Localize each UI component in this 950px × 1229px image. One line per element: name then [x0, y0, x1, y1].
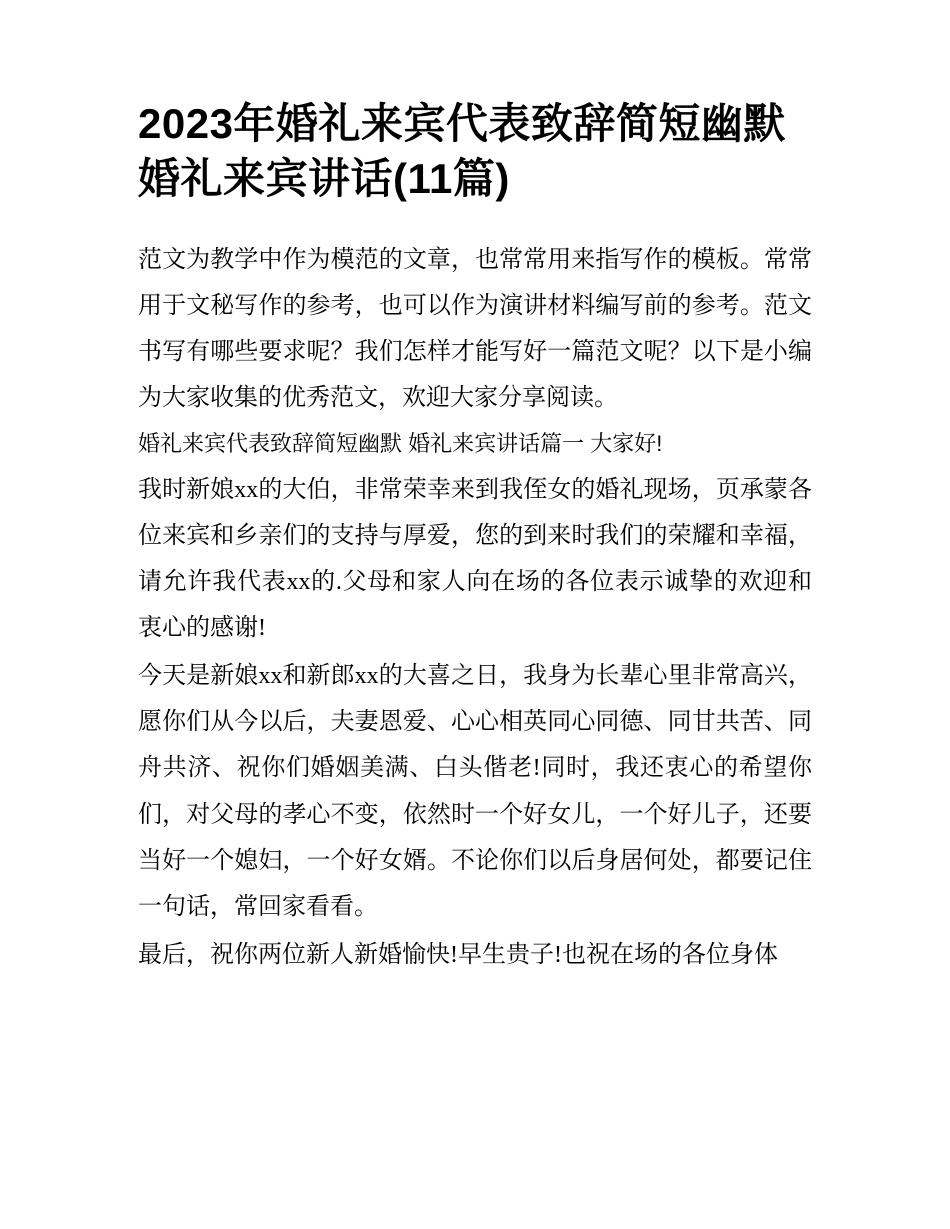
paragraph-body-1: 我时新娘xx的大伯，非常荣幸来到我侄女的婚礼现场，页承蒙各位来宾和乡亲们的支持与厚爱，您的到来时我们的荣耀和幸福，请允许我代表xx的.父母和家人向在场的各位表示诚挚的欢迎和衷心的感谢! [138, 476, 812, 642]
paragraph-intro: 范文为教学中作为模范的文章，也常常用来指写作的模板。常常用于文秘写作的参考，也可以作为演讲材料编写前的参考。范文书写有哪些要求呢？我们怎样才能写好一篇范文呢？以下是小编为大家收集的优秀范文，欢迎大家分享阅读。 [138, 246, 812, 412]
paragraph-section-heading: 婚礼来宾代表致辞简短幽默 婚礼来宾讲话篇一 大家好! [138, 431, 663, 457]
paragraph-body-2: 今天是新娘xx和新郎xx的大喜之日，我身为长辈心里非常高兴，愿你们从今以后，夫妻恩爱、心心相英同心同德、同甘共苦、同舟共济、祝你们婚姻美满、白头偕老!同时，我还衷心的希望你们，对父母的孝心不变，依然时一个好女儿，一个好儿子，还要当好一个媳妇，一个好女婿。不论你们以后身居何处，都要记住一句话，常回家看看。 [138, 663, 812, 920]
paragraph-body-3: 最后，祝你两位新人新婚愉快!早生贵子!也祝在场的各位身体 [138, 941, 778, 968]
document-body [138, 237, 812, 978]
page-title: 2023年婚礼来宾代表致辞简短幽默 婚礼来宾讲话(11篇) [138, 100, 786, 203]
